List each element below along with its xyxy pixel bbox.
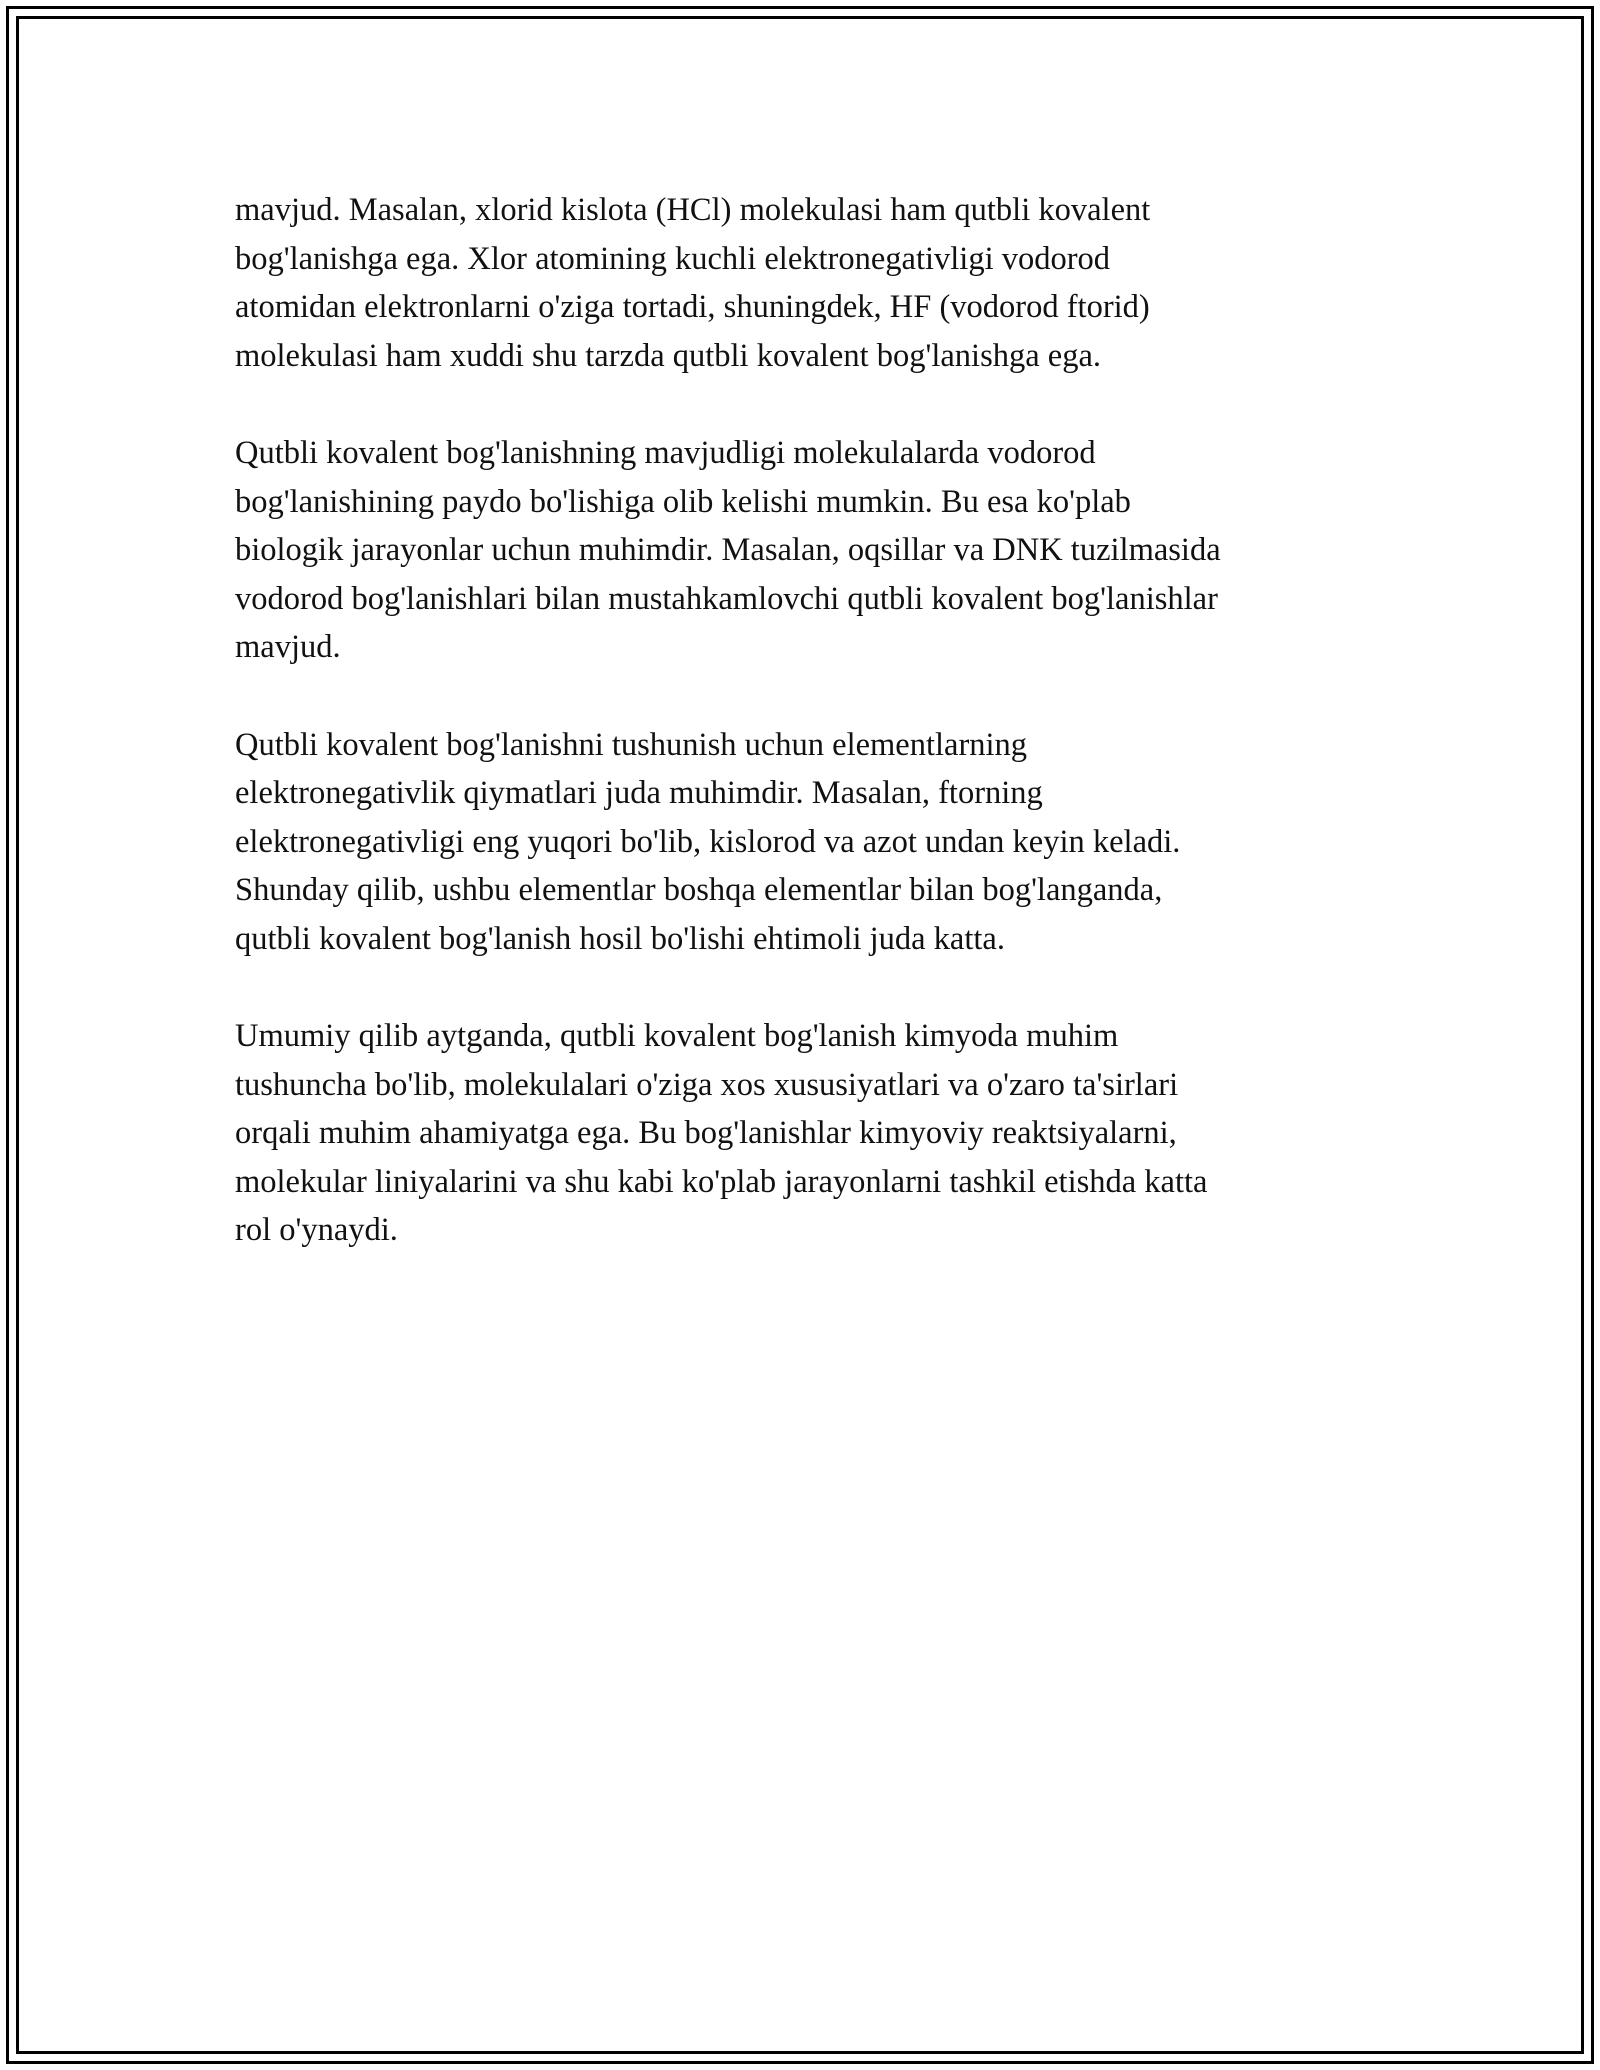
paragraph: Umumiy qilib aytganda, qutbli kovalent bog'lanish kimyoda muhim tushuncha bo'lib, molekulalari o'ziga xos xususiyatlari va o'zaro ta'sirlari orqali muhim ahamiyatga ega. Bu bog'lanishlar kimyoviy reaktsiyalarni, molekular liniyalarini va shu kabi ko'plab jarayonlarni tashkil etishda katta rol o'ynaydi.: [235, 1018, 1208, 1248]
paragraph: Qutbli kovalent bog'lanishning mavjudligi molekulalarda vodorod bog'lanishining paydo bo'lishiga olib kelishi mumkin. Bu esa ko'plab biologik jarayonlar uchun muhimdir. Masalan, oqsillar va DNK tuzilmasida vodorod bog'lanishlari bilan mustahkamlovchi qutbli kovalent bog'lanishlar mavjud.: [235, 435, 1221, 665]
document-body: [235, 186, 1375, 1304]
paragraph: Qutbli kovalent bog'lanishni tushunish uchun elementlarning elektronegativlik qiymatlari juda muhimdir. Masalan, ftorning elektronegativligi eng yuqori bo'lib, kislorod va azot undan keyin keladi. Shunday qilib, ushbu elementlar boshqa elementlar bilan bog'langanda, qutbli kovalent bog'lanish hosil bo'lishi ehtimoli juda katta.: [235, 726, 1181, 957]
paragraph: mavjud. Masalan, xlorid kislota (HCl) molekulasi ham qutbli kovalent bog'lanishga ega. Xlor atomining kuchli elektronegativligi vodorod atomidan elektronlarni o'ziga tortadi, shuningdek, HF (vodorod ftorid) molekulasi ham xuddi shu tarzda qutbli kovalent bog'lanishga ega.: [235, 192, 1151, 374]
